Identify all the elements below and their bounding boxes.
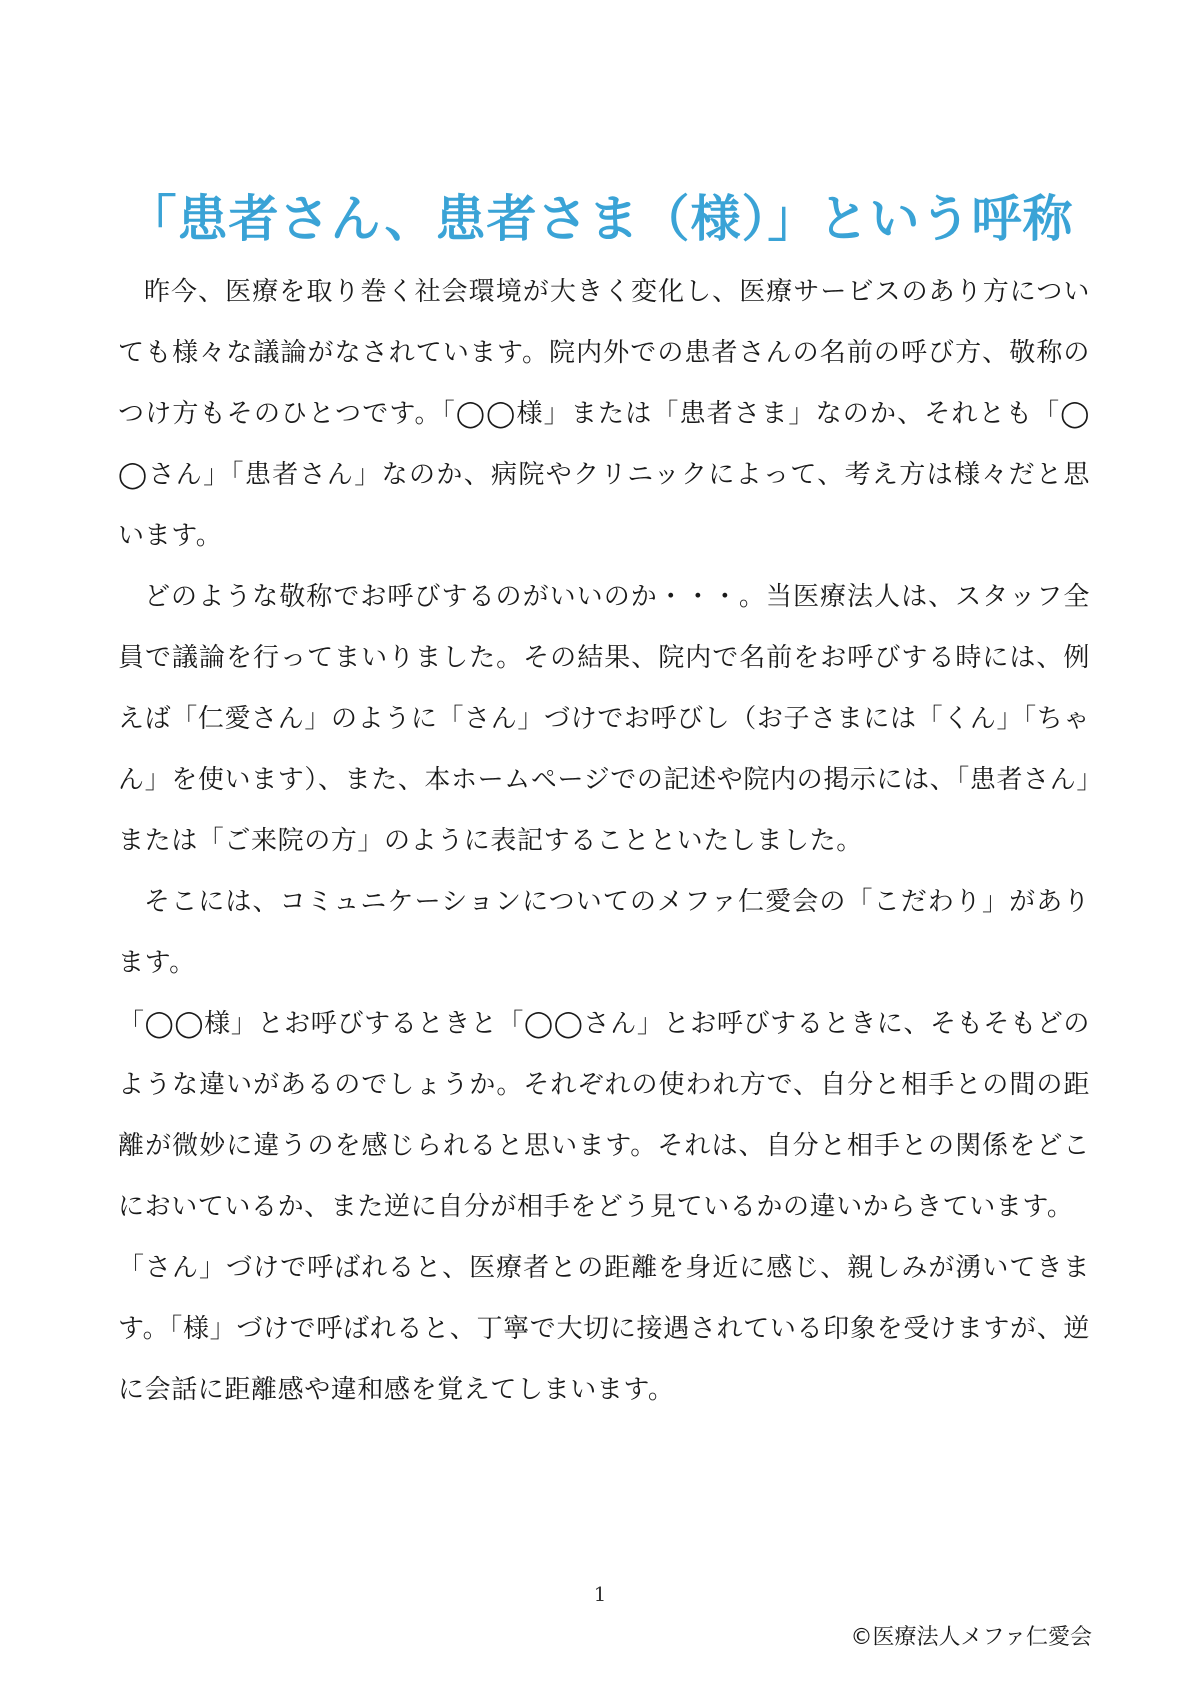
paragraph-impression: 「さん」づけで呼ばれると、医療者との距離を身近に感じ、親しみが湧いてきます。「様」づけで呼ばれると、丁寧で大切に接遇されている印象を受けますが、逆に会話に距離感や違和感を覚えてしまいます。 (118, 1253, 1090, 1405)
document-body (118, 262, 1090, 1421)
page-title: 「患者さん、患者さま（様）」という呼称 (126, 189, 1074, 248)
paragraph-intro: 昨今、医療を取り巻く社会環境が大きく変化し、医療サービスのあり方についても様々な議論がなされています。院内外での患者さんの名前の呼び方、敬称のつけ方もそのひとつです。「◯◯様」または「患者さま」なのか、それとも「◯◯さん」「患者さん」なのか、病院やクリニックによって、考え方は様々だと思います。 (118, 277, 1090, 551)
copyright-notice: ©医療法人メファ仁愛会 (850, 1625, 1092, 1650)
paragraph-decision: どのような敬称でお呼びするのがいいのか・・・。当医療法人は、スタッフ全員で議論を行ってまいりました。その結果、院内で名前をお呼びする時には、例えば「仁愛さん」のように「さん」づけでお呼びし（お子さまには「くん」「ちゃん」を使います）、また、本ホームページでの記述や院内の掲示には、「患者さん」または「ご来院の方」のように表記することといたしました。 (118, 582, 1090, 856)
paragraph-difference: 「◯◯様」とお呼びするときと「◯◯さん」とお呼びするときに、そもそもどのような違いがあるのでしょうか。それぞれの使われ方で、自分と相手との間の距離が微妙に違うのを感じられると思います。それは、自分と相手との関係をどこにおいているか、また逆に自分が相手をどう見ているかの違いからきています。 (118, 1009, 1090, 1222)
paragraph-kodawari: そこには、コミュニケーションについてのメファ仁愛会の「こだわり」があります。 (118, 887, 1090, 978)
page-number: 1 (593, 1582, 607, 1606)
